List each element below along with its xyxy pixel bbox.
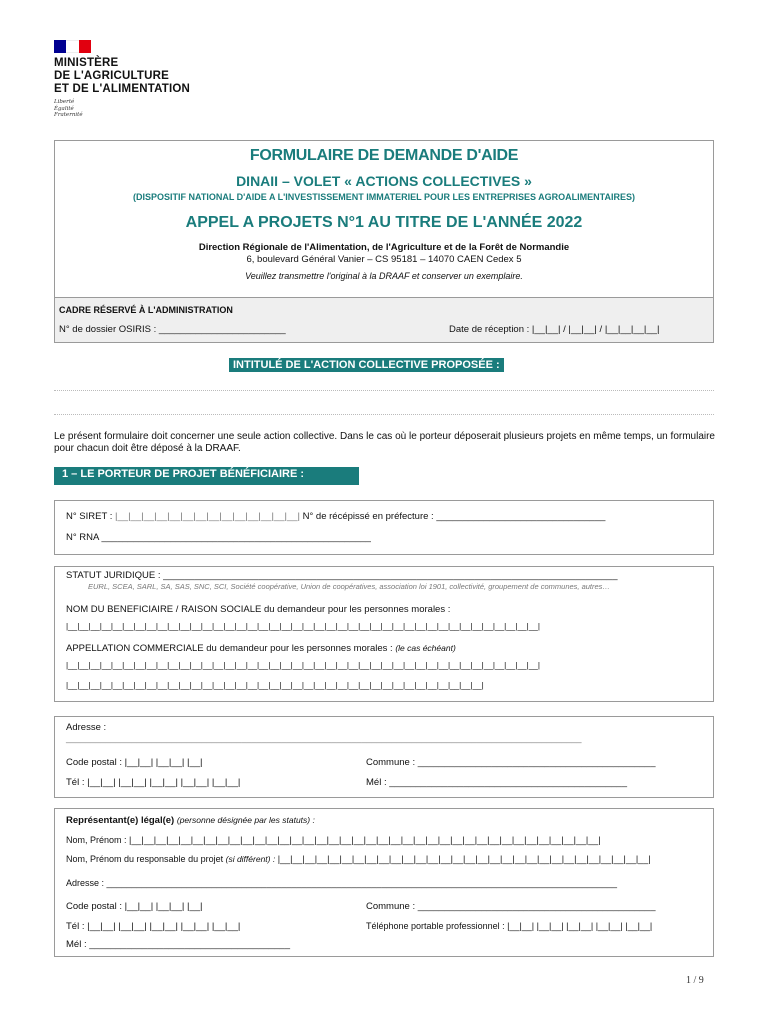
commune-field[interactable]: Commune : _____________________________________________ [366, 757, 656, 768]
marianne-flag-icon [54, 40, 91, 53]
representant-commune-field[interactable]: Commune : _____________________________________________ [366, 901, 656, 912]
intitule-line-2[interactable] [54, 414, 714, 415]
republic-motto: Liberté Égalité Fraternité [54, 99, 83, 118]
intro-paragraph: Le présent formulaire doit concerner une seule action collective. Dans le cas où le porteur déposerait plusieurs projets en même temps, un formulaire pour chacun doit être déposé à la DRAAF. [54, 431, 715, 454]
code-postal-field[interactable]: Code postal : |__|__| |__|__| |__| [66, 757, 203, 768]
adresse-label: Adresse : [66, 722, 107, 733]
representant-tel-portable-field[interactable]: Téléphone portable professionnel : |__|__| |__|__| |__|__| |__|__| |__|__| [366, 921, 653, 931]
dispositif-label: (DISPOSITIF NATIONAL D'AIDE A L'INVESTISSEMENT IMMATERIEL POUR LES ENTREPRISES AGROALIMENTAIRES) [133, 192, 635, 202]
representant-box [54, 808, 714, 957]
mel-field[interactable]: Mél : _____________________________________________ [366, 777, 627, 788]
representant-tel-field[interactable]: Tél : |__|__| |__|__| |__|__| |__|__| |__|__| [66, 921, 241, 932]
ministry-logo [54, 40, 190, 119]
siret-field[interactable]: N° SIRET : |__|__|__|__|__|__|__|__|__|__|__|__|__|__| N° de récépissé en préfecture : ________________________________ [66, 511, 606, 522]
representant-title: Représentant(e) légal(e) (personne désignée par les statuts) : [66, 815, 315, 826]
representant-mel-field[interactable]: Mél : ______________________________________ [66, 939, 290, 950]
responsable-projet-field[interactable]: Nom, Prénom du responsable du projet (si différent) : |__|__|__|__|__|__|__|__|__|__|__|__|__|__|__|__|__|__|__|__|__|__|__|__|__|__|__|__|__|__| [66, 854, 651, 864]
form-title: FORMULAIRE DE DEMANDE D'AIDE [249, 147, 519, 164]
osiris-dossier-field[interactable]: N° de dossier OSIRIS : ________________________ [59, 324, 286, 335]
page-number: 1 / 9 [686, 975, 704, 986]
statut-juridique-field[interactable]: STATUT JURIDIQUE : ______________________________________________________________________________________ [66, 570, 618, 581]
ministry-name: MINISTÈRE DE L'AGRICULTURE ET DE L'ALIMENTATION [54, 57, 190, 95]
admin-title: CADRE RÉSERVÉ À L'ADMINISTRATION [59, 305, 233, 315]
reception-date-field[interactable]: Date de réception : |__|__| / |__|__| / |__|__|__|__| [449, 324, 660, 335]
tel-field[interactable]: Tél : |__|__| |__|__| |__|__| |__|__| |__|__| [66, 777, 241, 788]
statut-box [54, 566, 714, 702]
appel-projets-title: APPEL A PROJETS N°1 AU TITRE DE L'ANNÉE 2022 [185, 214, 583, 231]
section-1-heading: 1 – LE PORTEUR DE PROJET BÉNÉFICIAIRE : [54, 467, 359, 483]
appellation-label: APPELLATION COMMERCIALE du demandeur pour les personnes morales : (le cas échéant) [66, 643, 456, 654]
representant-code-postal-field[interactable]: Code postal : |__|__| |__|__| |__| [66, 901, 203, 912]
intitule-heading: INTITULÉ DE L'ACTION COLLECTIVE PROPOSÉE : [229, 358, 504, 372]
address-box [54, 716, 714, 798]
direction-address: 6, boulevard Général Vanier – CS 95181 – 14070 CAEN Cedex 5 [246, 254, 522, 265]
statut-examples: EURL, SCEA, SARL, SA, SAS, SNC, SCI, Société coopérative, Union de coopératives, association loi 1901, collectivité, groupement de communes, autres… [88, 582, 610, 591]
section-1-rule [54, 483, 359, 485]
appellation-field-1[interactable]: |__|__|__|__|__|__|__|__|__|__|__|__|__|__|__|__|__|__|__|__|__|__|__|__|__|__|__|__|__|__|__|__|__|__|__|__|__|__|__|__|__|__| [66, 661, 540, 670]
form-subtitle: DINAII – VOLET « ACTIONS COLLECTIVES » [236, 173, 532, 189]
form-title-box [54, 140, 714, 297]
adresse-field[interactable]: _______________________________________________________________________________________________________ [66, 733, 582, 743]
rna-field[interactable]: N° RNA ___________________________________________________ [66, 532, 371, 543]
representant-nom-field[interactable]: Nom, Prénom : |__|__|__|__|__|__|__|__|__|__|__|__|__|__|__|__|__|__|__|__|__|__|__|__|__|__|__|__|__|__|__|__|__|__|__|__|__|__| [66, 835, 601, 845]
intitule-line-1[interactable] [54, 390, 714, 391]
nom-beneficiaire-field[interactable]: |__|__|__|__|__|__|__|__|__|__|__|__|__|__|__|__|__|__|__|__|__|__|__|__|__|__|__|__|__|__|__|__|__|__|__|__|__|__|__|__|__|__| [66, 622, 540, 631]
siret-box [54, 500, 714, 555]
direction-name: Direction Régionale de l'Alimentation, de l'Agriculture et de la Forêt de Normandie [198, 242, 570, 253]
representant-adresse-field[interactable]: Adresse : ______________________________________________________________________________________________________ [66, 878, 618, 888]
appellation-field-2[interactable]: |__|__|__|__|__|__|__|__|__|__|__|__|__|__|__|__|__|__|__|__|__|__|__|__|__|__|__|__|__|__|__|__|__|__|__|__|__| [66, 681, 484, 690]
transmission-instruction: Veuillez transmettre l'original à la DRAAF et conserver un exemplaire. [245, 271, 523, 281]
admin-reserved-box [54, 297, 714, 343]
nom-beneficiaire-label: NOM DU BENEFICIAIRE / RAISON SOCIALE du demandeur pour les personnes morales : [66, 604, 451, 615]
